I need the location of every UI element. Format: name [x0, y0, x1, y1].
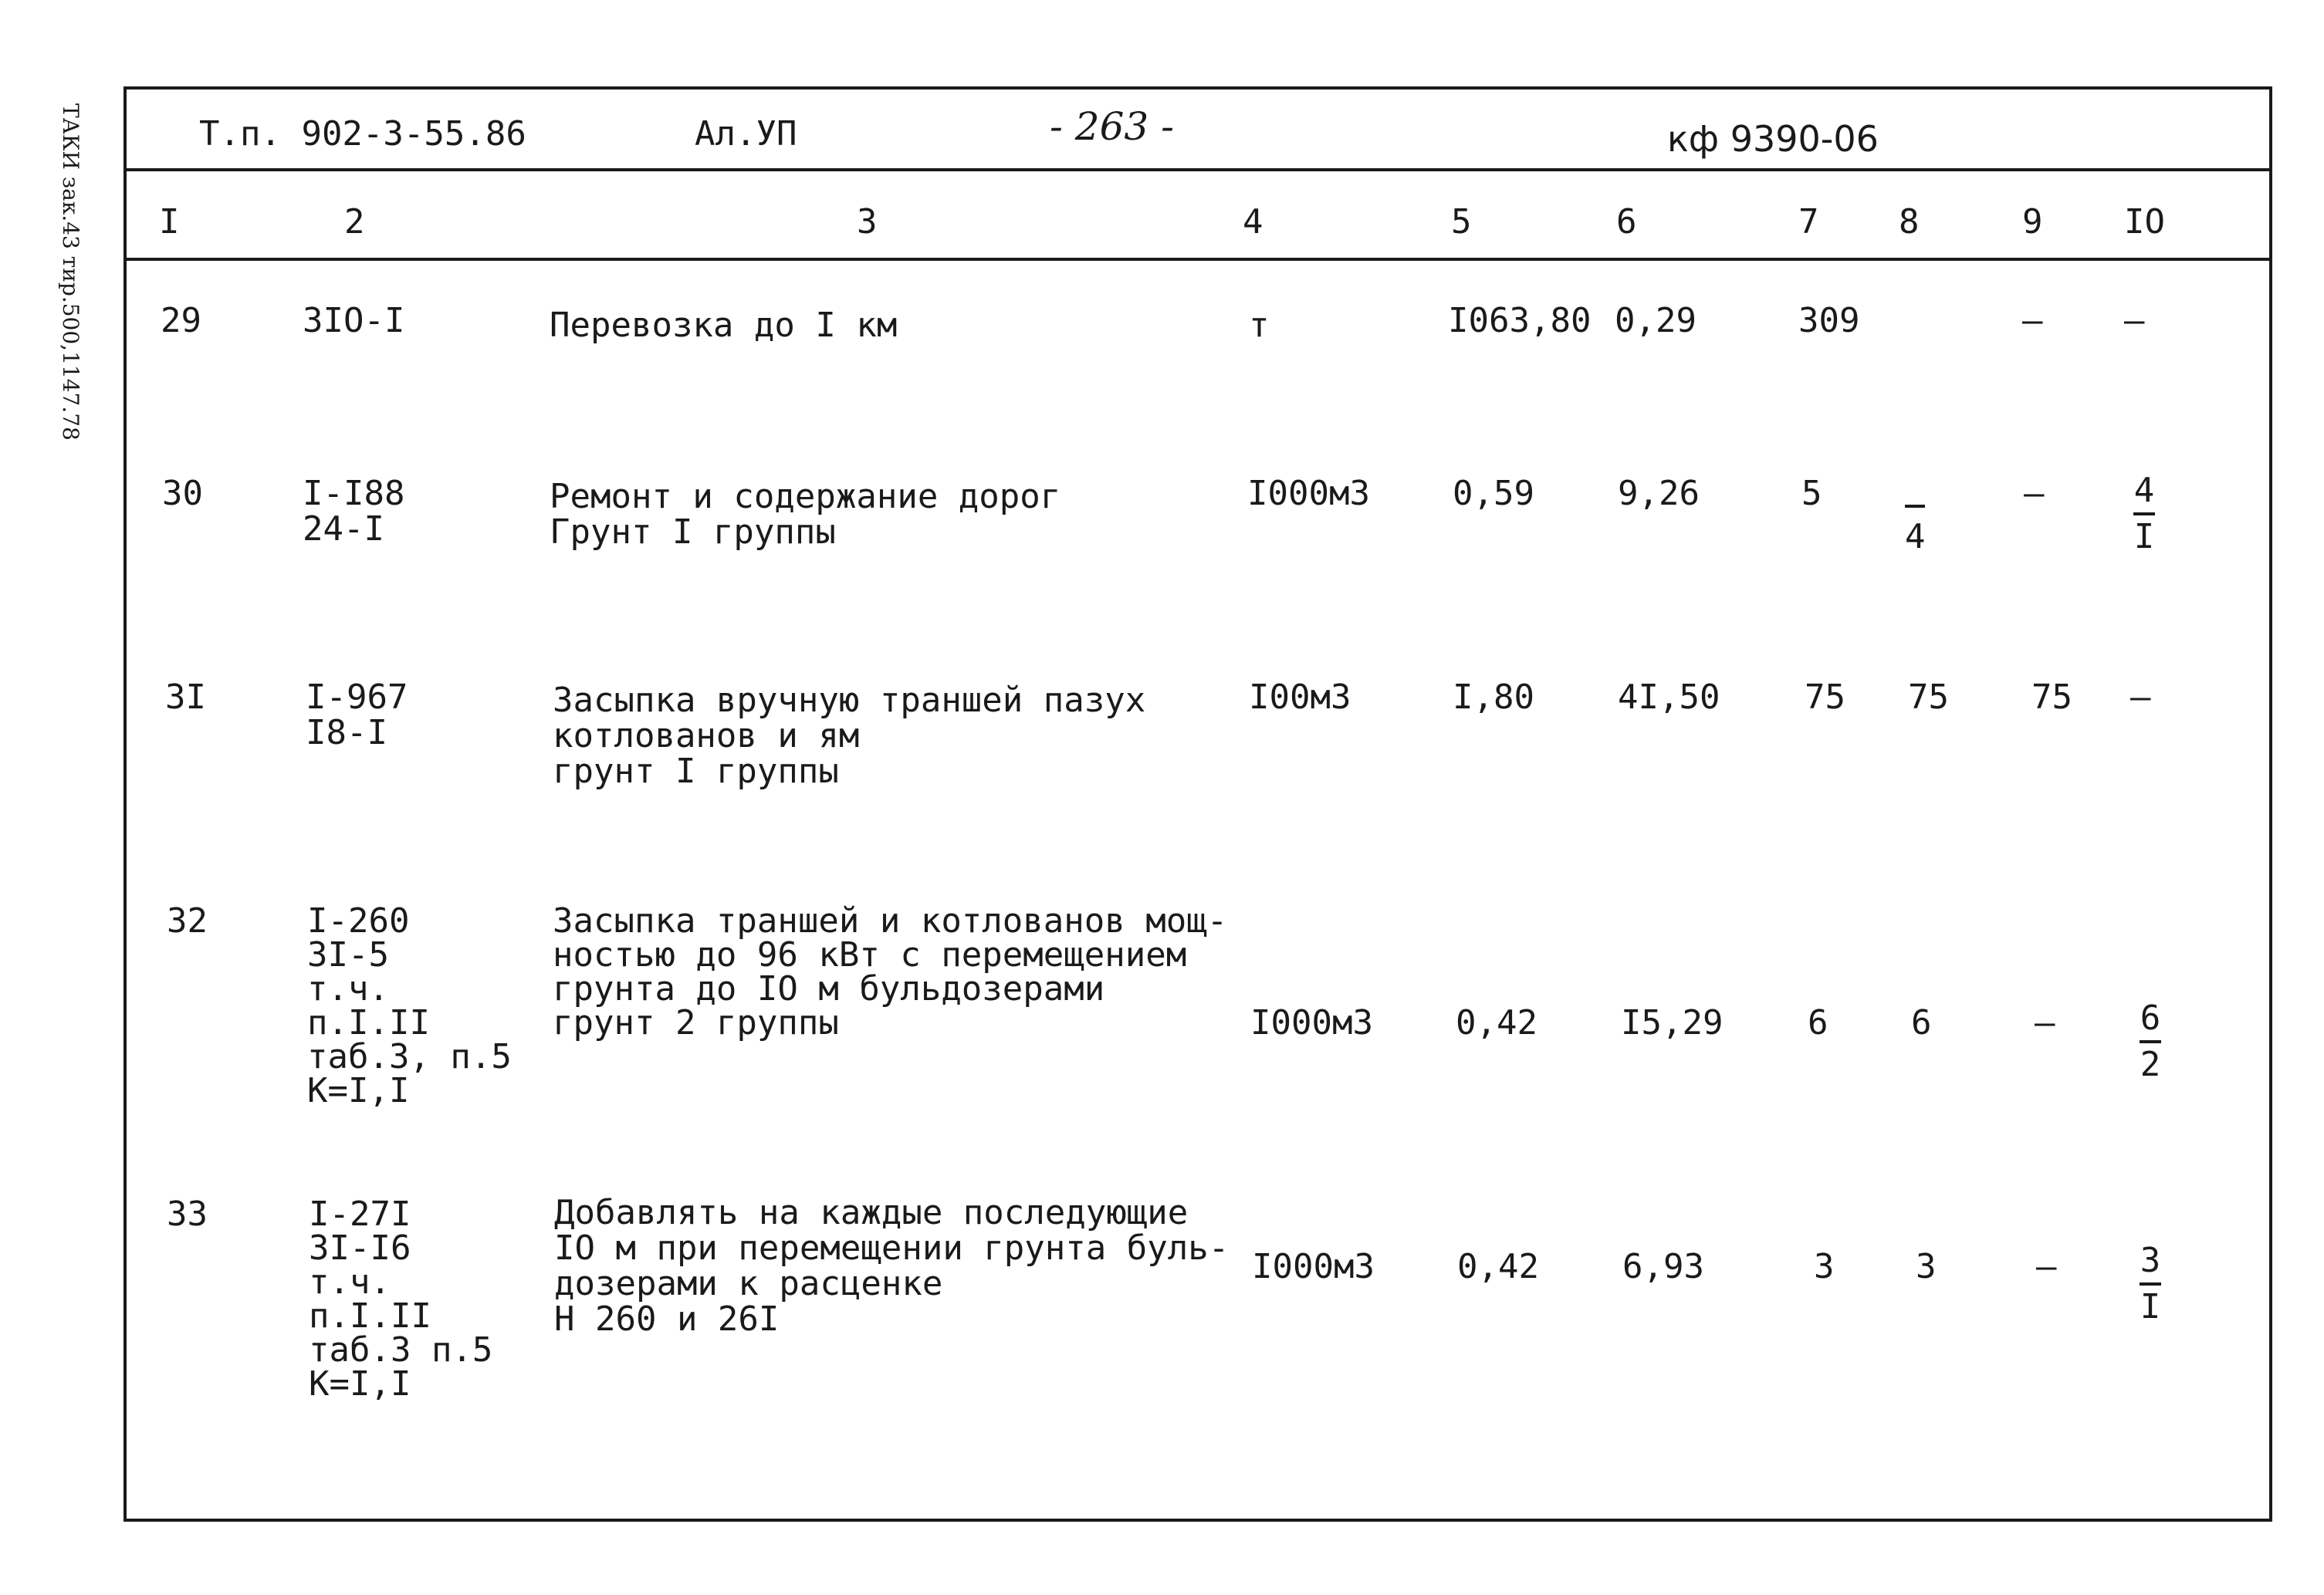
quantity-cell: 0,59 [1453, 474, 1534, 513]
col8-cell: 75 [1908, 678, 1949, 717]
price-cell: I5,29 [1621, 1003, 1724, 1042]
col9-cell: – [2036, 1247, 2057, 1286]
work-name-line: Грунт I группы [550, 512, 836, 552]
fraction-bar [2140, 1282, 2161, 1286]
column-number-10: IO [2124, 202, 2165, 242]
norm-code-line: I-967 [306, 678, 408, 717]
row-number: 3I [165, 678, 206, 717]
work-name-line: Засыпка траншей и котлованов мощ- [553, 901, 1228, 941]
norm-code-line: 3I-5 [307, 935, 389, 975]
album-label: Ал.УП [695, 114, 797, 154]
work-name-line: IO м при перемещении грунта буль- [554, 1228, 1230, 1268]
column-number-1: I [159, 202, 180, 242]
norm-code-line: I-260 [307, 901, 410, 941]
document-stamp: кф 9390-06 [1667, 118, 1879, 160]
col10-fraction [2121, 472, 2167, 556]
fraction-denominator: 2 [2140, 1045, 2161, 1084]
work-name-line: котлованов и ям [553, 716, 860, 755]
price-cell: 4I,50 [1618, 678, 1720, 717]
fraction-bar [2133, 512, 2155, 515]
column-number-7: 7 [1798, 202, 1819, 242]
col7-cell: 6 [1808, 1003, 1828, 1042]
price-cell: 9,26 [1618, 474, 1700, 513]
quantity-cell: I,80 [1453, 678, 1534, 717]
column-number-2: 2 [344, 202, 365, 242]
work-name-line: Н 260 и 26I [554, 1299, 780, 1339]
row-number: 32 [167, 901, 208, 941]
column-number-6: 6 [1616, 202, 1637, 242]
column-header-divider [123, 258, 2272, 261]
norm-code-line: 24-I [303, 509, 384, 549]
norm-code-line: I-27I [309, 1195, 411, 1234]
col10-cell: – [2124, 301, 2145, 340]
work-name-line: ностью до 96 кВт с перемещением [553, 935, 1187, 975]
norm-code-line: т.ч. [309, 1262, 391, 1302]
work-name-line: грунта до IO м бульдозерами [553, 969, 1105, 1009]
unit-cell: т [1249, 306, 1270, 345]
price-cell: 6,93 [1622, 1247, 1704, 1286]
col7-cell: 3 [1814, 1247, 1835, 1286]
column-number-9: 9 [2022, 202, 2043, 242]
col10-fraction [2127, 1000, 2173, 1083]
quantity-cell: 0,42 [1457, 1247, 1539, 1286]
fraction-denominator: I [2140, 1287, 2161, 1326]
norm-code-line: I-I88 [303, 474, 405, 513]
col7-cell: 309 [1798, 301, 1860, 340]
col8-cell: 3 [1916, 1247, 1937, 1286]
fraction-bar [2140, 1040, 2161, 1043]
col8-overbar [1905, 505, 1925, 508]
column-number-5: 5 [1451, 202, 1472, 242]
norm-code-line: К=I,I [309, 1364, 411, 1404]
norm-code-line: п.I.II [309, 1296, 431, 1336]
work-name-line: дозерами к расценке [554, 1264, 943, 1303]
norm-code-line: 3IO-I [303, 301, 405, 340]
margin-print-note: ТАКИ зак.43 тир.500,1147.78 [58, 103, 83, 441]
col8-cell: 4 [1905, 517, 1926, 556]
norm-code-line: 3I-I6 [309, 1228, 411, 1268]
col7-cell: 5 [1801, 474, 1822, 513]
norm-code-line: таб.3 п.5 [309, 1330, 493, 1370]
unit-cell: I000м3 [1250, 1003, 1373, 1042]
col9-cell: 75 [2031, 678, 2072, 717]
project-code: Т.п. 902-3-55.86 [199, 114, 526, 154]
table-frame [123, 86, 2272, 1522]
quantity-cell: I063,80 [1448, 301, 1592, 340]
row-number: 29 [161, 301, 201, 340]
fraction-numerator: 4 [2133, 471, 2155, 510]
column-number-3: 3 [857, 202, 878, 242]
col9-cell: – [2035, 1003, 2055, 1042]
fraction-numerator: 3 [2140, 1241, 2161, 1280]
row-number: 33 [167, 1195, 208, 1234]
column-number-8: 8 [1899, 202, 1920, 242]
norm-code-line: п.I.II [307, 1003, 430, 1042]
column-number-4: 4 [1243, 202, 1263, 242]
header-divider [123, 168, 2272, 171]
work-name-line: грунт I группы [553, 752, 839, 791]
work-name-line: Перевозка до I км [550, 306, 898, 345]
unit-cell: I00м3 [1249, 678, 1351, 717]
norm-code-line: таб.3, п.5 [307, 1037, 512, 1076]
fraction-denominator: I [2133, 517, 2155, 556]
row-number: 30 [162, 474, 203, 513]
col10-cell: – [2130, 678, 2151, 717]
col9-cell: – [2022, 301, 2043, 340]
col7-cell: 75 [1805, 678, 1845, 717]
quantity-cell: 0,42 [1456, 1003, 1537, 1042]
price-cell: 0,29 [1615, 301, 1696, 340]
work-name-line: Ремонт и содержание дорог [550, 477, 1061, 516]
norm-code-line: К=I,I [307, 1071, 410, 1110]
work-name-line: Засыпка вручную траншей пазух [553, 681, 1146, 720]
norm-code-line: т.ч. [307, 969, 389, 1009]
work-name-line: Добавлять на каждые последующие [554, 1193, 1189, 1232]
unit-cell: I000м3 [1247, 474, 1370, 513]
col10-fraction [2127, 1242, 2173, 1326]
norm-code-line: I8-I [306, 713, 387, 752]
col8-cell: 6 [1911, 1003, 1932, 1042]
work-name-line: грунт 2 группы [553, 1003, 839, 1042]
fraction-numerator: 6 [2140, 999, 2161, 1038]
col9-cell: – [2024, 474, 2045, 513]
unit-cell: I000м3 [1252, 1247, 1375, 1286]
page-number: - 263 - [1050, 104, 1175, 149]
